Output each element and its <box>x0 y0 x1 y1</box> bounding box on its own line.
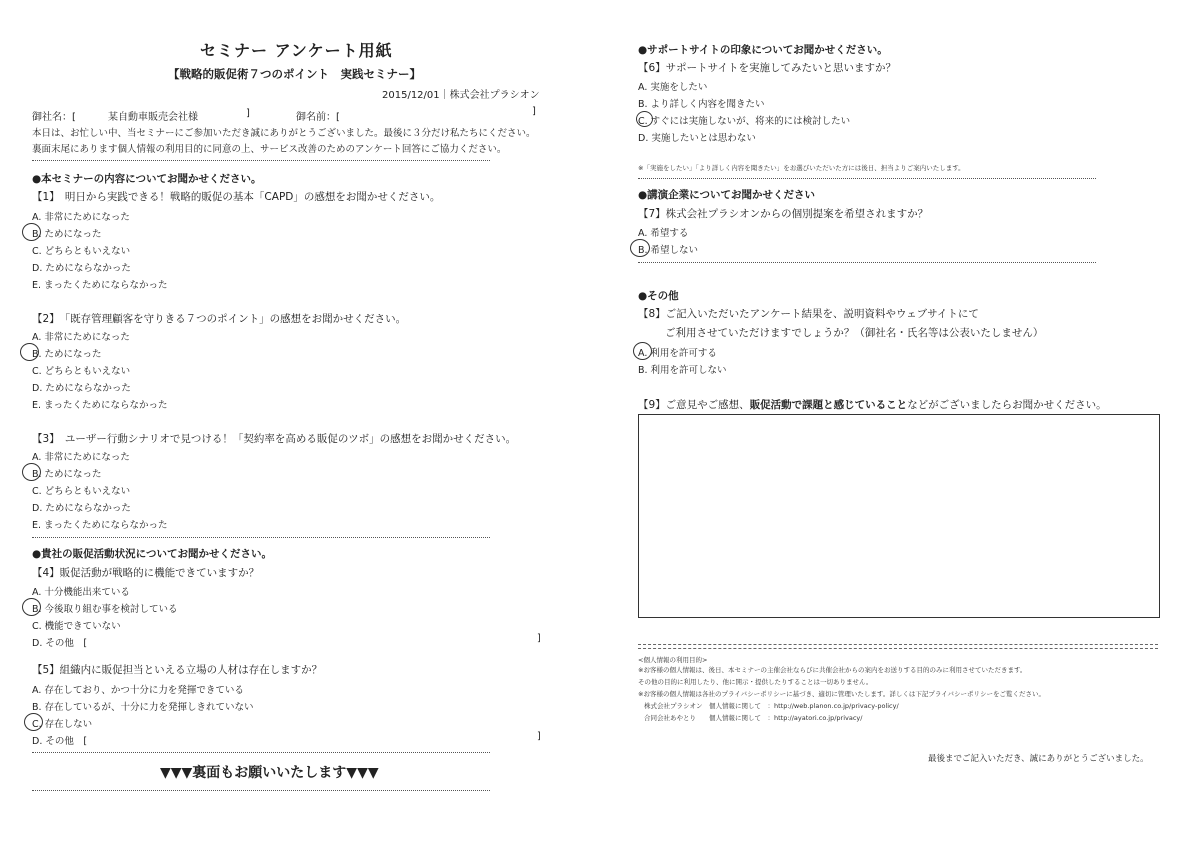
divider <box>32 752 490 753</box>
q5-option-a[interactable]: A. 存在しており、かつ十分に力を発揮できている <box>32 685 244 696</box>
question-8-line-2: ご利用させていただけますでしょうか？（御社名・氏名等は公表いたしません） <box>665 327 1044 339</box>
q4-option-b[interactable]: B. 今後取り組む事を検討している <box>32 604 178 615</box>
question-2: 【2】 「既存管理顧客を守りきる７つのポイント」の感想をお聞かせください。 <box>32 313 407 325</box>
q1-option-c[interactable]: C. どちらともいえない <box>32 246 131 257</box>
privacy-heading: <個人情報の利用目的> <box>638 656 708 664</box>
q5-option-d[interactable]: D. その他 [ <box>32 736 88 747</box>
seminar-subtitle: 【戦略的販促術７つのポイント 実践セミナー】 <box>168 67 421 81</box>
question-6: 【6】サポートサイトを実施してみたいと思いますか？ <box>638 62 896 74</box>
q1-option-d[interactable]: D. ためにならなかった <box>32 263 131 274</box>
q4-option-c[interactable]: C. 機能できていない <box>32 621 121 632</box>
question-9-part-1: 【9】ご意見やご感想、 <box>638 399 750 411</box>
q6-option-c[interactable]: C. すぐには実施しないが、将来的には検討したい <box>638 116 851 127</box>
question-3: 【3】 ユーザー行動シナリオで見つける！「契約率を高める販促のツボ」の感想をお聞かせください。 <box>32 433 517 445</box>
question-4: 【4】販促活動が戦略的に機能できていますか？ <box>32 567 260 579</box>
q2-answer-circle <box>20 343 39 361</box>
question-5: 【5】組織内に販促担当といえる立場の人材は存在しますか？ <box>32 664 323 676</box>
section-heading-speaker: ●講演企業についてお聞かせください <box>638 189 815 201</box>
closing-thanks: 最後までご記入いただき、誠にありがとうございました。 <box>928 754 1149 764</box>
name-close: ] <box>532 106 536 117</box>
q6-answer-circle <box>636 111 653 127</box>
turn-over-notice: ▼▼▼裏面もお願いいたします▼▼▼ <box>160 765 379 781</box>
q5-answer-circle <box>24 713 43 731</box>
section-heading-company: ●貴社の販促活動状況についてお聞かせください。 <box>32 548 272 560</box>
divider <box>638 178 1096 179</box>
company-label: 御社名：[ <box>32 112 76 123</box>
q2-option-a[interactable]: A. 非常にためになった <box>32 332 130 343</box>
q7-option-a[interactable]: A. 希望する <box>638 228 689 239</box>
q4-option-a[interactable]: A. 十分機能出来ている <box>32 587 130 598</box>
q3-option-c[interactable]: C. どちらともいえない <box>32 486 131 497</box>
q6-option-a[interactable]: A. 実施をしたい <box>638 82 708 93</box>
privacy-line: その他の目的に利用したり、他に開示・提供したりすることは一切ありません。 <box>638 678 873 686</box>
section-heading-seminar: ●本セミナーの内容についてお聞かせください。 <box>32 173 262 185</box>
q6-option-d[interactable]: D. 実施したいとは思わない <box>638 133 756 144</box>
privacy-link-ayatori[interactable]: 合同会社あやとり 個人情報に関して ：http://ayatori.co.jp/privacy/ <box>644 714 863 722</box>
q8-answer-circle <box>633 342 652 360</box>
comment-textbox[interactable] <box>638 414 1160 618</box>
intro-line-1: 本日は、お忙しい中、当セミナーにご参加いただき誠にありがとうございました。最後に３分だけ私たちにください。 <box>32 128 536 139</box>
q5-option-b[interactable]: B. 存在しているが、十分に力を発揮しきれていない <box>32 702 254 713</box>
q7-option-b[interactable]: B. 希望しない <box>638 245 699 256</box>
q8-option-a[interactable]: A. 利用を許可する <box>638 348 717 359</box>
q2-option-c[interactable]: C. どちらともいえない <box>32 366 131 377</box>
divider <box>32 160 490 161</box>
date-organization: 2015/12/01｜株式会社プラシオン <box>382 90 540 101</box>
q5-other-close: ] <box>537 731 541 742</box>
divider-double <box>638 644 1158 649</box>
privacy-line: ※お客様の個人情報は各社のプライバシーポリシーに基づき、適切に管理いたします。詳しくは下記プライバシーポリシーをご覧ください。 <box>638 690 1046 698</box>
intro-line-2: 裏面末尾にあります個人情報の利用目的に同意の上、サービス改善のためのアンケート回答にご協力ください。 <box>32 144 507 155</box>
q3-option-b[interactable]: B. ためになった <box>32 469 102 480</box>
q1-answer-circle <box>22 223 41 241</box>
q2-option-b[interactable]: B. ためになった <box>32 349 102 360</box>
page-title: セミナー アンケート用紙 <box>200 41 393 60</box>
q4-answer-circle <box>22 598 41 616</box>
company-field[interactable]: 某自動車販売会社様 <box>108 112 198 123</box>
name-label: 御名前：[ <box>296 112 340 123</box>
q5-option-c[interactable]: C. 存在しない <box>32 719 93 730</box>
question-9-emphasis: 販促活動で課題と感じていること <box>749 399 908 411</box>
question-1: 【1】 明日から実践できる！戦略的販促の基本「CAPD」の感想をお聞かせください。 <box>32 191 441 203</box>
divider <box>638 262 1096 263</box>
q3-option-a[interactable]: A. 非常にためになった <box>32 452 130 463</box>
privacy-line: ※お客様の個人情報は、後日、本セミナーの主催会社ならびに共催会社からの案内をお送りする目的のみに利用させていただきます。 <box>638 666 1027 674</box>
q7-answer-circle <box>630 239 650 257</box>
question-9 <box>638 397 1107 412</box>
support-note: ※「実施をしたい」「より詳しく内容を聞きたい」をお選びいただいた方には後日、担当よりご案内いたします。 <box>638 164 965 172</box>
q1-option-b[interactable]: B. ためになった <box>32 229 102 240</box>
privacy-link-planon[interactable]: 株式会社プラシオン 個人情報に関して ：http://web.planon.co.jp/privacy-policy/ <box>644 702 899 710</box>
q1-option-a[interactable]: A. 非常にためになった <box>32 212 130 223</box>
question-8-line-1: 【8】ご記入いただいたアンケート結果を、説明資料やウェブサイトにて <box>638 308 979 320</box>
section-heading-support: ●サポートサイトの印象についてお聞かせください。 <box>638 44 888 56</box>
question-9-part-2: などがございましたらお聞かせください。 <box>907 399 1107 411</box>
divider <box>32 790 490 791</box>
section-heading-other: ●その他 <box>638 290 679 302</box>
q2-option-e[interactable]: E. まったくためにならなかった <box>32 400 168 411</box>
q4-option-d[interactable]: D. その他 [ <box>32 638 88 649</box>
q2-option-d[interactable]: D. ためにならなかった <box>32 383 131 394</box>
divider <box>32 537 490 538</box>
q6-option-b[interactable]: B. より詳しく内容を聞きたい <box>638 99 765 110</box>
company-close: ] <box>246 108 250 119</box>
q4-other-close: ] <box>537 633 541 644</box>
q3-answer-circle <box>22 463 41 481</box>
q3-option-e[interactable]: E. まったくためにならなかった <box>32 520 168 531</box>
q1-option-e[interactable]: E. まったくためにならなかった <box>32 280 168 291</box>
q3-option-d[interactable]: D. ためにならなかった <box>32 503 131 514</box>
question-7: 【7】株式会社プラシオンからの個別提案を希望されますか？ <box>638 208 929 220</box>
q8-option-b[interactable]: B. 利用を許可しない <box>638 365 727 376</box>
